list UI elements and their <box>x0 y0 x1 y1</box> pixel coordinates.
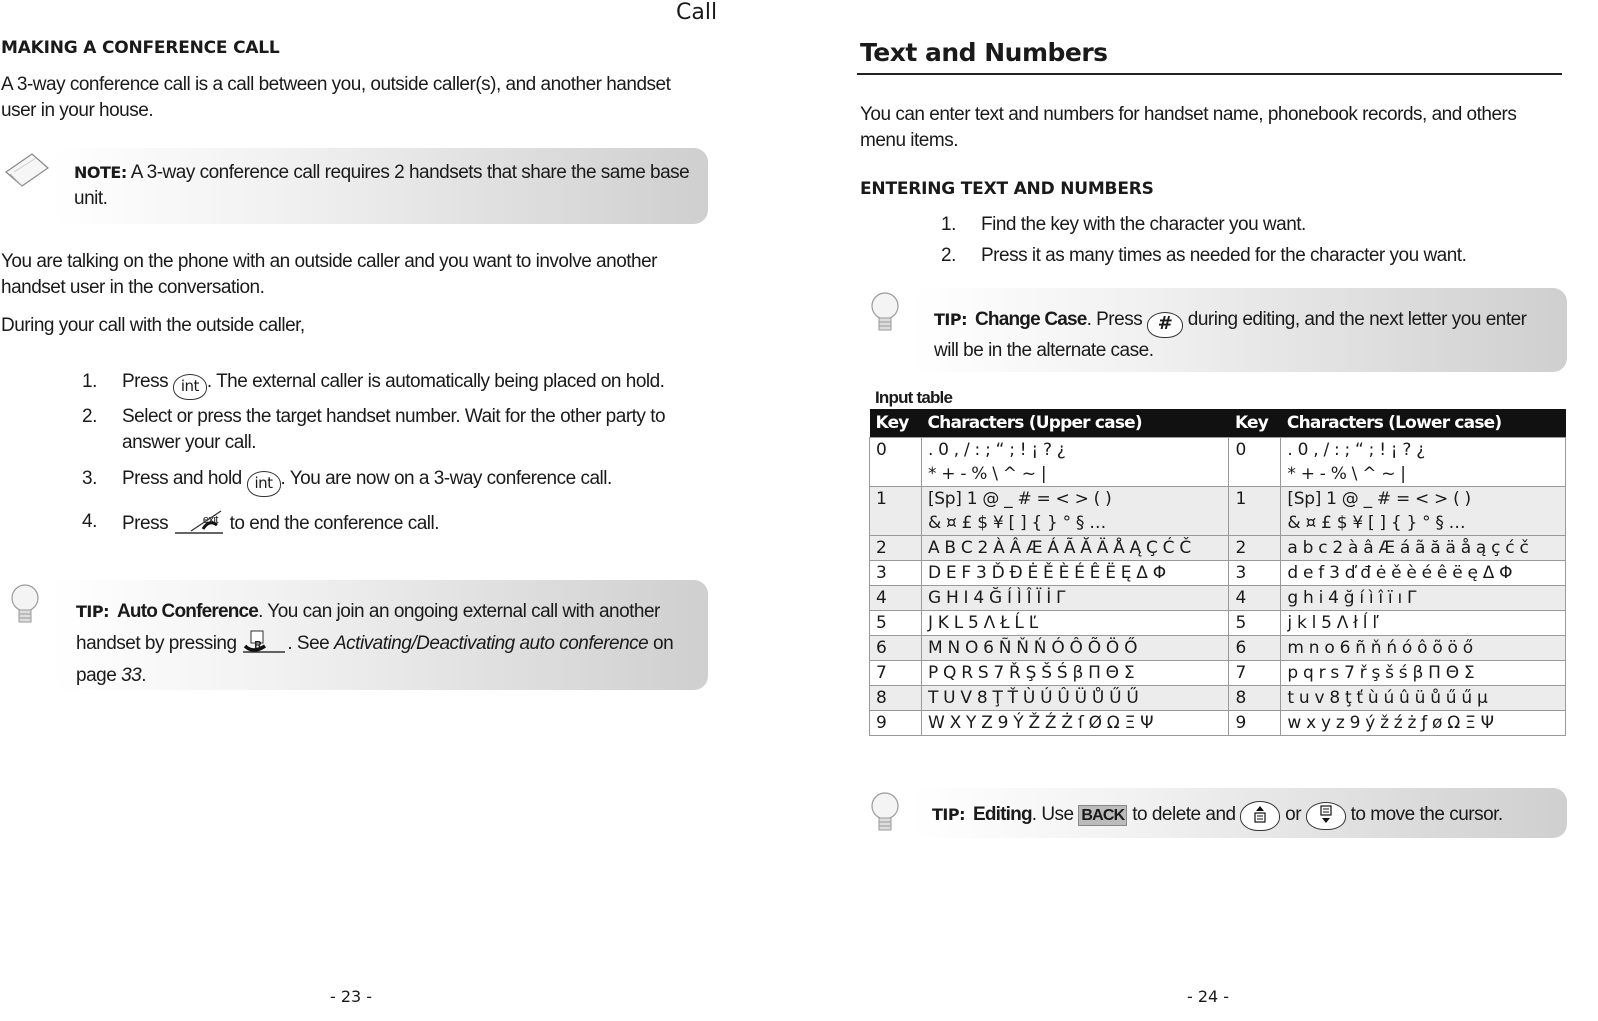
table-row <box>870 438 1566 487</box>
step-text: Press and hold <box>122 468 242 489</box>
upper-chars-cell <box>921 711 1228 736</box>
step-text-post: to end the conference call. <box>229 513 440 534</box>
lower-chars-cell <box>1281 711 1566 736</box>
upper-chars-cell-line: J K L 5 Λ Ł Ĺ Ľ <box>927 613 1038 633</box>
key-cell <box>870 438 922 487</box>
page-title: Text and Numbers <box>860 38 1108 67</box>
tip-text: . You can join an ongoing external call with another handset by pressing <box>76 601 660 654</box>
key-cell <box>870 661 922 686</box>
tip-change-case-text <box>934 307 1554 364</box>
r-key-label: R <box>254 640 262 651</box>
lower-chars-cell <box>1281 438 1566 487</box>
note-body: A 3-way conference call requires 2 handsets that share the same base unit. <box>74 162 690 209</box>
tip-text: . Use <box>1031 804 1074 825</box>
int-key-icon: int <box>247 471 281 497</box>
lower-chars-cell-line: g h i 4 ğ í ì î ï ı Γ <box>1287 588 1417 608</box>
table-title: Input table <box>875 388 953 407</box>
key-cell-line: 5 <box>876 613 887 633</box>
tip-text-or: or <box>1285 804 1302 825</box>
tip-text: to delete and <box>1132 804 1236 825</box>
upper-chars-cell <box>921 661 1228 686</box>
exit-key-icon <box>173 509 225 535</box>
intro-paragraph: A 3-way conference call is a call between you, outside caller(s), and another handset user in your house. <box>1 74 671 121</box>
upper-chars-cell-line: G H I 4 Ğ Í Ì Î Ï İ Γ <box>927 588 1066 608</box>
input-table <box>869 409 1566 736</box>
tip-subject: Auto Conference <box>117 601 259 622</box>
key-cell-line: 2 <box>876 538 887 558</box>
key-cell-line: 8 <box>1235 688 1246 708</box>
key-cell-line: 0 <box>1235 440 1246 460</box>
lightbulb-icon <box>868 290 902 340</box>
key-cell-line: 9 <box>1235 713 1246 733</box>
upper-chars-cell-line: . 0 , / : ; “ ; ! ¡ ? ¿ <box>927 440 1066 460</box>
key-cell-line: 6 <box>1235 638 1246 658</box>
upper-chars-cell <box>921 438 1228 487</box>
upper-chars-cell <box>921 686 1228 711</box>
step-number: 1. <box>941 214 956 235</box>
lower-chars-cell <box>1281 586 1566 611</box>
header-key-2: Key <box>1229 409 1281 438</box>
lower-chars-cell <box>1281 686 1566 711</box>
intro-paragraph: You can enter text and numbers for handset name, phonebook records, and others menu items. <box>860 104 1517 151</box>
key-cell <box>1229 661 1281 686</box>
key-cell <box>870 487 922 536</box>
key-cell <box>1229 561 1281 586</box>
key-cell-line: 5 <box>1235 613 1246 633</box>
step-number: 2. <box>941 245 956 266</box>
key-cell <box>1229 611 1281 636</box>
key-cell-line: 4 <box>1235 588 1246 608</box>
upper-chars-cell <box>921 611 1228 636</box>
list-item <box>82 404 692 456</box>
upper-chars-cell-line: T U V 8 Ţ Ť Ù Ú Û Ü Ů Ű Ű <box>927 688 1139 708</box>
lower-chars-cell-line: t u v 8 ţ ť ù ú û ü ů ű ű µ <box>1287 688 1488 708</box>
table-row <box>870 636 1566 661</box>
step-text-post: . You are now on a 3-way conference call. <box>280 468 612 489</box>
step-text-post: . The external caller is automatically being placed on hold. <box>206 371 665 392</box>
step-text: Press <box>122 371 169 392</box>
page-number-left: - 23 - <box>330 987 373 1006</box>
key-cell <box>1229 438 1281 487</box>
tip-label: TIP: <box>934 310 967 329</box>
conference-steps <box>82 369 692 537</box>
key-cell-line: 8 <box>876 688 887 708</box>
lower-chars-cell <box>1281 536 1566 561</box>
exit-key-label: exit <box>202 514 218 526</box>
upper-chars-cell-line: W X Y Z 9 Ý Ž Ź Ż ſ Ø Ω Ξ Ψ <box>927 713 1154 733</box>
table-row <box>870 686 1566 711</box>
up-nav-key-icon <box>1240 801 1280 831</box>
key-cell <box>1229 711 1281 736</box>
tip-editing-text <box>932 801 1557 831</box>
table-row <box>870 661 1566 686</box>
list-item <box>941 243 1541 269</box>
upper-chars-cell-line: [Sp] 1 @ _ # = < > ( ) <box>927 489 1112 509</box>
upper-chars-cell-line: & ¤ £ $ ¥ [ ] { } ° § … <box>927 513 1106 533</box>
r-key-icon <box>241 630 287 654</box>
key-cell-line: 7 <box>876 663 887 683</box>
lower-chars-cell-line: j k l 5 Λ ł ĺ ľ <box>1287 613 1379 633</box>
key-cell <box>870 536 922 561</box>
list-item <box>82 466 692 497</box>
table-row <box>870 611 1566 636</box>
upper-chars-cell-line: D E F 3 Ď Đ Ė Ě È É Ê Ë Ę Δ Φ <box>927 563 1166 583</box>
upper-chars-cell <box>921 487 1228 536</box>
lightbulb-icon <box>8 582 42 632</box>
header-lower: Characters (Lower case) <box>1281 409 1566 438</box>
section-title: MAKING A CONFERENCE CALL <box>1 38 280 58</box>
tip-reference: Activating/Deactivating auto conference <box>334 633 649 654</box>
list-item <box>82 509 692 537</box>
step-number: 1. <box>82 371 97 392</box>
tip-label: TIP: <box>76 602 109 621</box>
note-label: NOTE: <box>74 163 127 182</box>
step-text: Press <box>122 513 169 534</box>
key-cell <box>1229 487 1281 536</box>
key-cell <box>870 636 922 661</box>
table-row <box>870 536 1566 561</box>
lower-chars-cell-line: d e f 3 ď đ ė ě è é ê ë ę Δ Φ <box>1287 563 1513 583</box>
hash-key-icon: # <box>1147 312 1183 338</box>
lower-chars-cell-line: m n o 6 ñ ň ń ó ô õ ö ő <box>1287 638 1473 658</box>
title-rule <box>857 73 1562 75</box>
tip-auto-conference-text <box>76 596 696 692</box>
lower-chars-cell-line: w x y z 9 ý ž ź ż ƒ ø Ω Ξ Ψ <box>1287 713 1494 733</box>
key-cell-line: 1 <box>876 489 887 509</box>
key-cell <box>870 711 922 736</box>
tip-text: . See <box>287 633 330 654</box>
lower-chars-cell-line: & ¤ £ $ ¥ [ ] { } ° § … <box>1287 513 1466 533</box>
header-key: Key <box>870 409 922 438</box>
tip-text-end: . <box>141 665 146 686</box>
key-cell <box>870 561 922 586</box>
table-row <box>870 487 1566 536</box>
lower-chars-cell-line: p q r s 7 ř ş š ś β Π Θ Σ <box>1287 663 1475 683</box>
tip-page-ref: 33 <box>121 665 142 686</box>
upper-chars-cell-line: P Q R S 7 Ř Ş Š Ś β Π Θ Σ <box>927 663 1135 683</box>
int-key-icon: int <box>173 374 207 400</box>
header-upper: Characters (Upper case) <box>921 409 1228 438</box>
lower-chars-cell-line: [Sp] 1 @ _ # = < > ( ) <box>1287 489 1471 509</box>
note-paper-icon <box>2 150 52 190</box>
key-cell-line: 9 <box>876 713 887 733</box>
tip-text: during editing, and the next letter you enter will be in the alternate case. <box>934 309 1527 361</box>
table-row <box>870 586 1566 611</box>
upper-chars-cell <box>921 536 1228 561</box>
lower-chars-cell-line: . 0 , / : ; “ ; ! ¡ ? ¿ <box>1287 440 1425 460</box>
key-cell <box>1229 586 1281 611</box>
lightbulb-icon <box>868 790 902 840</box>
key-cell-line: 4 <box>876 588 887 608</box>
upper-chars-cell-line: M N O 6 Ñ Ň Ń Ó Ô Õ Ö Ő <box>927 638 1138 658</box>
entering-steps <box>941 212 1541 269</box>
key-cell-line: 7 <box>1235 663 1246 683</box>
lower-chars-cell <box>1281 636 1566 661</box>
key-cell <box>1229 686 1281 711</box>
note-text <box>74 160 694 212</box>
paragraph-talking: You are talking on the phone with an outside caller and you want to involve another handset user in the conversation. <box>1 251 657 298</box>
step-text: Press it as many times as needed for the character you want. <box>981 245 1467 266</box>
key-cell-line: 1 <box>1235 489 1246 509</box>
key-cell <box>870 686 922 711</box>
lower-chars-cell <box>1281 561 1566 586</box>
key-cell <box>870 611 922 636</box>
tip-subject: Editing <box>973 804 1032 825</box>
step-text: Select or press the target handset number. Wait for the other party to answer your call. <box>122 406 666 453</box>
upper-chars-cell-line: A B C 2 À Â Æ Á Ã Ă Ä Å Ą Ç Ć Č <box>927 538 1191 558</box>
back-key-icon: BACK <box>1078 805 1127 826</box>
down-nav-key-icon <box>1306 802 1346 830</box>
upper-chars-cell-line: * + - % \ ^ ~ | <box>927 464 1047 484</box>
step-text: Find the key with the character you want. <box>981 214 1306 235</box>
tip-label: TIP: <box>932 805 965 824</box>
tip-text: . Press <box>1086 309 1143 330</box>
table-row <box>870 561 1566 586</box>
key-cell <box>1229 536 1281 561</box>
key-cell <box>870 586 922 611</box>
table-header-row <box>870 409 1566 438</box>
step-number: 2. <box>82 406 97 427</box>
tip-text: on page <box>76 633 674 686</box>
page-number-right: - 24 - <box>1187 987 1230 1006</box>
key-cell-line: 3 <box>1235 563 1246 583</box>
step-number: 3. <box>82 468 97 489</box>
tip-subject: Change Case <box>975 309 1087 330</box>
lower-chars-cell <box>1281 661 1566 686</box>
list-item <box>82 369 692 400</box>
key-cell-line: 0 <box>876 440 887 460</box>
key-cell-line: 3 <box>876 563 887 583</box>
key-cell-line: 6 <box>876 638 887 658</box>
lower-chars-cell <box>1281 611 1566 636</box>
key-cell <box>1229 636 1281 661</box>
upper-chars-cell <box>921 636 1228 661</box>
lower-chars-cell-line: a b c 2 à â Æ á ã ă ä å ą ç ć č <box>1287 538 1529 558</box>
table-row <box>870 711 1566 736</box>
tip-text: to move the cursor. <box>1350 804 1503 825</box>
section-title: ENTERING TEXT AND NUMBERS <box>860 179 1154 199</box>
lower-chars-cell <box>1281 487 1566 536</box>
step-number: 4. <box>82 511 97 532</box>
key-cell-line: 2 <box>1235 538 1246 558</box>
lower-chars-cell-line: * + - % \ ^ ~ | <box>1287 464 1406 484</box>
page-header: Call <box>676 0 718 25</box>
upper-chars-cell <box>921 561 1228 586</box>
paragraph-during-call: During your call with the outside caller, <box>1 315 305 336</box>
list-item <box>941 212 1541 238</box>
upper-chars-cell <box>921 586 1228 611</box>
